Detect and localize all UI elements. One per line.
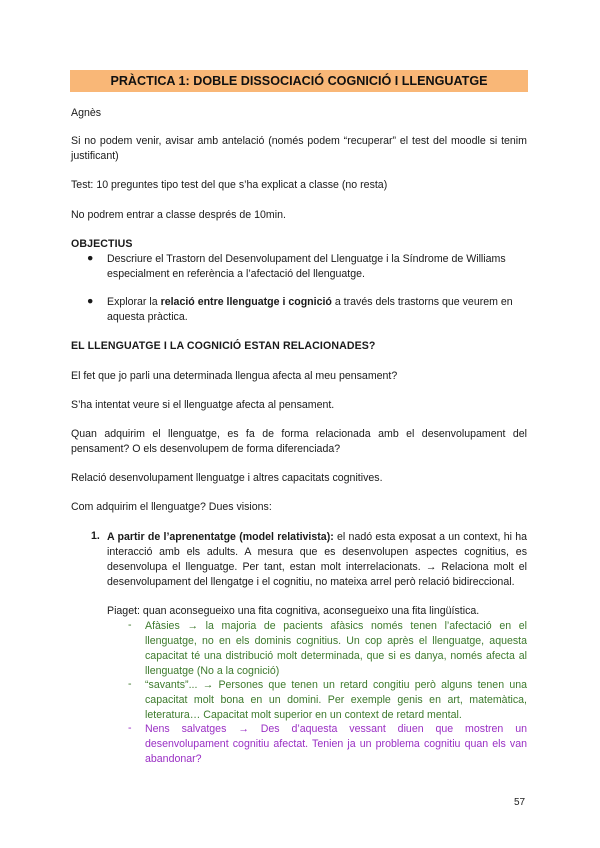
objective-item-2 xyxy=(107,295,527,325)
page-number: 57 xyxy=(514,797,526,808)
objectives-heading: OBJECTIUS xyxy=(71,238,133,250)
intro-paragraph-1: Si no podem venir, avisar amb antelació (només podem “recuperar” el test del moodle si tenim justificant) xyxy=(71,135,527,162)
numbered-item-1-text: el nadó esta exposat a un context, hi ha interacció amb els adults. A mesura que es desenvolupen aspectes cognitius, es desenvolupa el llenguatge. Per tant, estan molt interrelacionats. → Relaciona molt el desenvolupament del llengatge i el cognitiu, no mateixa arrel però relació bidireccional. xyxy=(107,531,527,588)
dash-icon: - xyxy=(128,722,132,734)
sub-item-aphasia: Afàsies → la majoria de pacients afàsics només tenen l’afectació en el llenguatge, no en els dominis cognitius. Un cop après el llenguatge, aquesta capacitat té una distribució molt determinada, que si es danya, només afecta al llenguatge (No a la cognició) xyxy=(145,620,527,677)
page-title-text: PRÀCTICA 1: DOBLE DISSOCIACIÓ COGNICIÓ I LLENGUATGE xyxy=(110,74,488,88)
intro-paragraph-2: Test: 10 preguntes tipo test del que s’ha explicat a classe (no resta) xyxy=(71,179,388,191)
list-number: 1. xyxy=(91,530,100,542)
objective-item-2-bold: relació entre llenguatge i cognició xyxy=(160,296,332,308)
dash-icon: - xyxy=(128,678,132,690)
sub-item-wild-children: Nens salvatges → Des d’aquesta vessant diuen que mostren un desenvolupament cognitiu afectat. Tenien ja un problema cognitiu quan els van abandonar? xyxy=(145,723,527,765)
section-paragraph-3: Quan adquirim el llenguatge, es fa de forma relacionada amb el desenvolupament del pensament? O els desenvolupem de forma diferenciada? xyxy=(71,428,527,455)
bullet-icon: ● xyxy=(87,295,94,307)
dash-icon: - xyxy=(128,619,132,631)
sub-item-savants: “savants”... → Persones que tenen un retard congitiu però alguns tenen una capacitat molt bona en un domini. Per exemple genis en art, matemàtica, leteratura… Capacitat molt superior en un context de retard mental. xyxy=(145,679,527,721)
section-paragraph-2: S’ha intentat veure si el llenguatge afecta al pensament. xyxy=(71,399,335,411)
numbered-item-1-bold: A partir de l’aprenentatge (model relativista): xyxy=(107,531,334,543)
bullet-icon: ● xyxy=(87,252,94,264)
objective-item-2-pre: Explorar la xyxy=(107,296,161,308)
numbered-item-1 xyxy=(107,530,527,590)
objective-item-1: Descriure el Trastorn del Desenvolupament del Llenguatge i la Síndrome de Williams especialment en referència a l’afectació del llenguatge. xyxy=(107,253,506,280)
author-name: Agnès xyxy=(71,107,102,119)
section-paragraph-5: Com adquirim el llenguatge? Dues visions: xyxy=(71,501,272,513)
section-paragraph-4: Relació desenvolupament llenguatge i altres capacitats cognitives. xyxy=(71,472,383,484)
intro-paragraph-3: No podrem entrar a classe després de 10min. xyxy=(71,209,286,221)
objective-item-2-post: a través dels trastorns que veurem en aquesta pràctica. xyxy=(107,296,513,323)
page-title xyxy=(70,70,528,92)
section-paragraph-1: El fet que jo parli una determinada llengua afecta al meu pensament? xyxy=(71,370,398,382)
section-heading: EL LLENGUATGE I LA COGNICIÓ ESTAN RELACIONADES? xyxy=(71,340,376,352)
piaget-line: Piaget: quan aconsegueixo una fita cognitiva, aconsegueixo una fita lingüística. xyxy=(107,605,480,617)
